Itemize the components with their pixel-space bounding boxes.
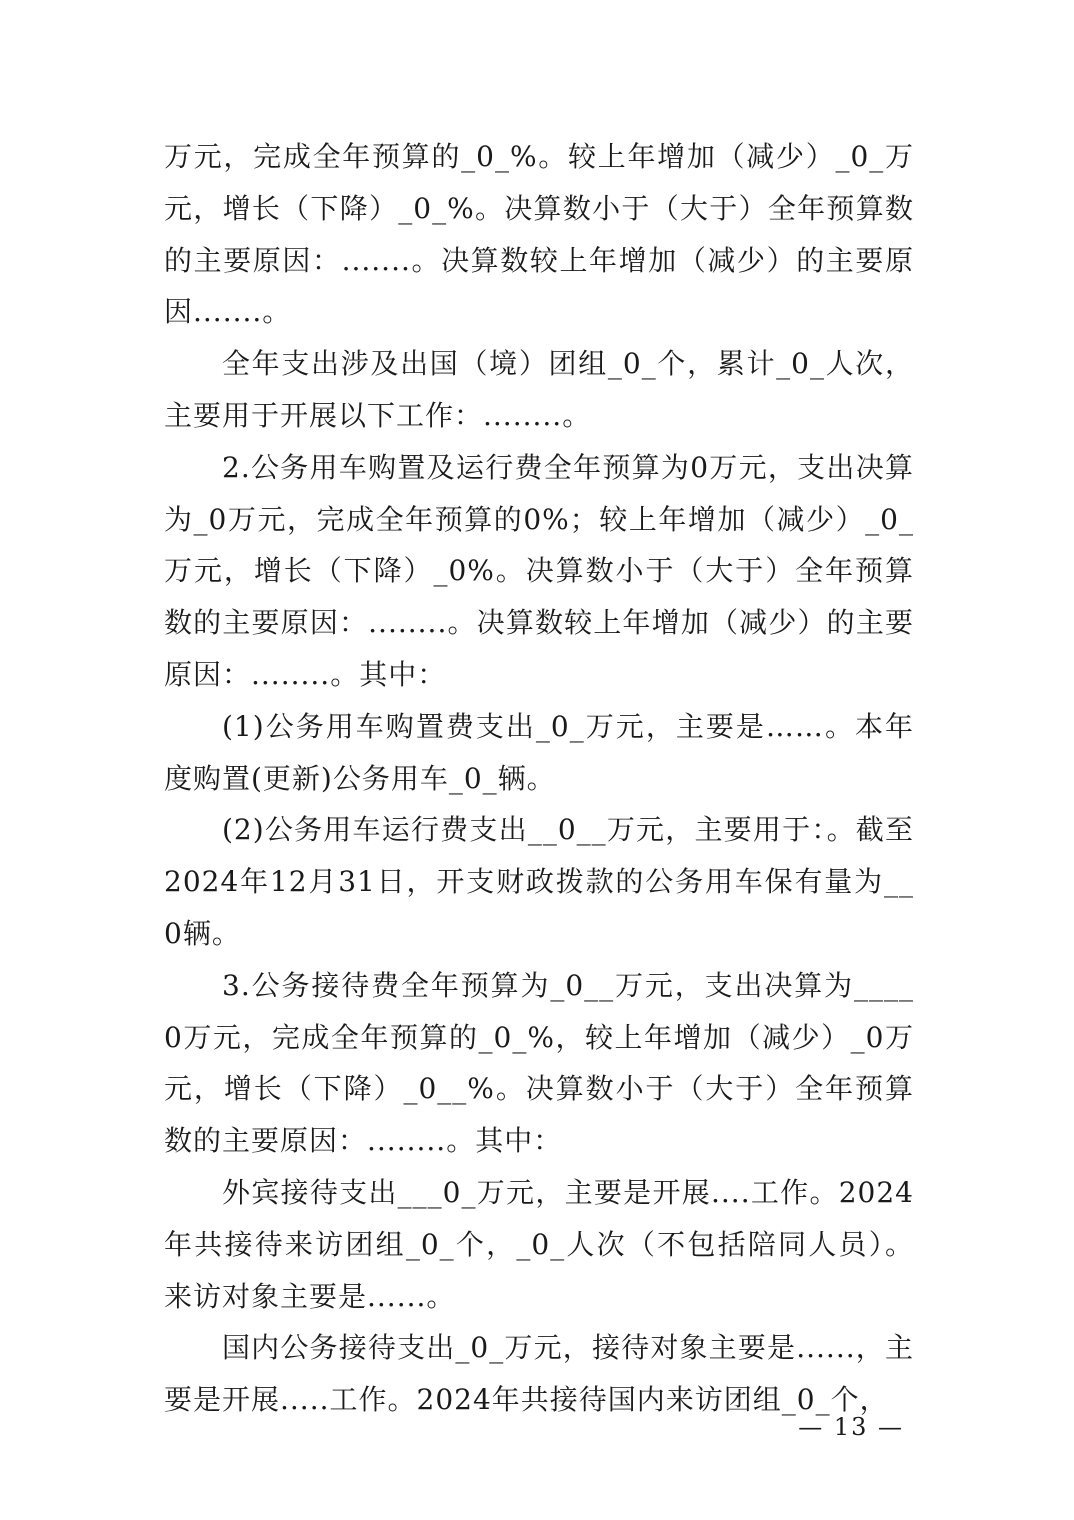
paragraph-outbound-groups: 全年支出涉及出国（境）团组_0_个，累计_0_人次，主要用于开展以下工作：........。 <box>164 347 914 432</box>
document-body <box>164 131 914 1426</box>
page-number: — 13 — <box>798 1413 904 1441</box>
paragraph-reception-expenses: 3.公务接待费全年预算为_0__万元，支出决算为____0万元，完成全年预算的_0_%，较上年增加（减少）_0万元，增长（下降）_0__%。决算数小于（大于）全年预算数的主要原因：........。其中： <box>164 968 914 1158</box>
paragraph-vehicle-purchase: (1)公务用车购置费支出_0_万元，主要是……。本年度购置(更新)公务用车_0_辆。 <box>164 709 914 795</box>
paragraph-domestic-reception: 国内公务接待支出_0_万元，接待对象主要是......，主要是开展.....工作。2024年共接待国内来访团组_0_个， <box>164 1331 914 1417</box>
paragraph-outbound-summary: 万元，完成全年预算的_0_%。较上年增加（减少）_0_万元，增长（下降）_0_%。决算数小于（大于）全年预算数的主要原因：.......。决算数较上年增加（减少）的主要原因.......。 <box>164 140 914 329</box>
paragraph-vehicle-operation: (2)公务用车运行费支出__0__万元，主要用于：。截至2024年12月31日，开支财政拨款的公务用车保有量为__0辆。 <box>164 813 914 950</box>
paragraph-foreign-reception: 外宾接待支出___0_万元，主要是开展....工作。2024年共接待来访团组_0_个，_0_人次（不包括陪同人员）。来访对象主要是......。 <box>164 1175 914 1313</box>
paragraph-vehicle-expenses: 2.公务用车购置及运行费全年预算为0万元，支出决算为_0万元，完成全年预算的0%；较上年增加（减少）_0_万元，增长（下降）_0%。决算数小于（大于）全年预算数的主要原因：........。决算数较上年增加（减少）的主要原因：........。其中： <box>164 450 914 691</box>
